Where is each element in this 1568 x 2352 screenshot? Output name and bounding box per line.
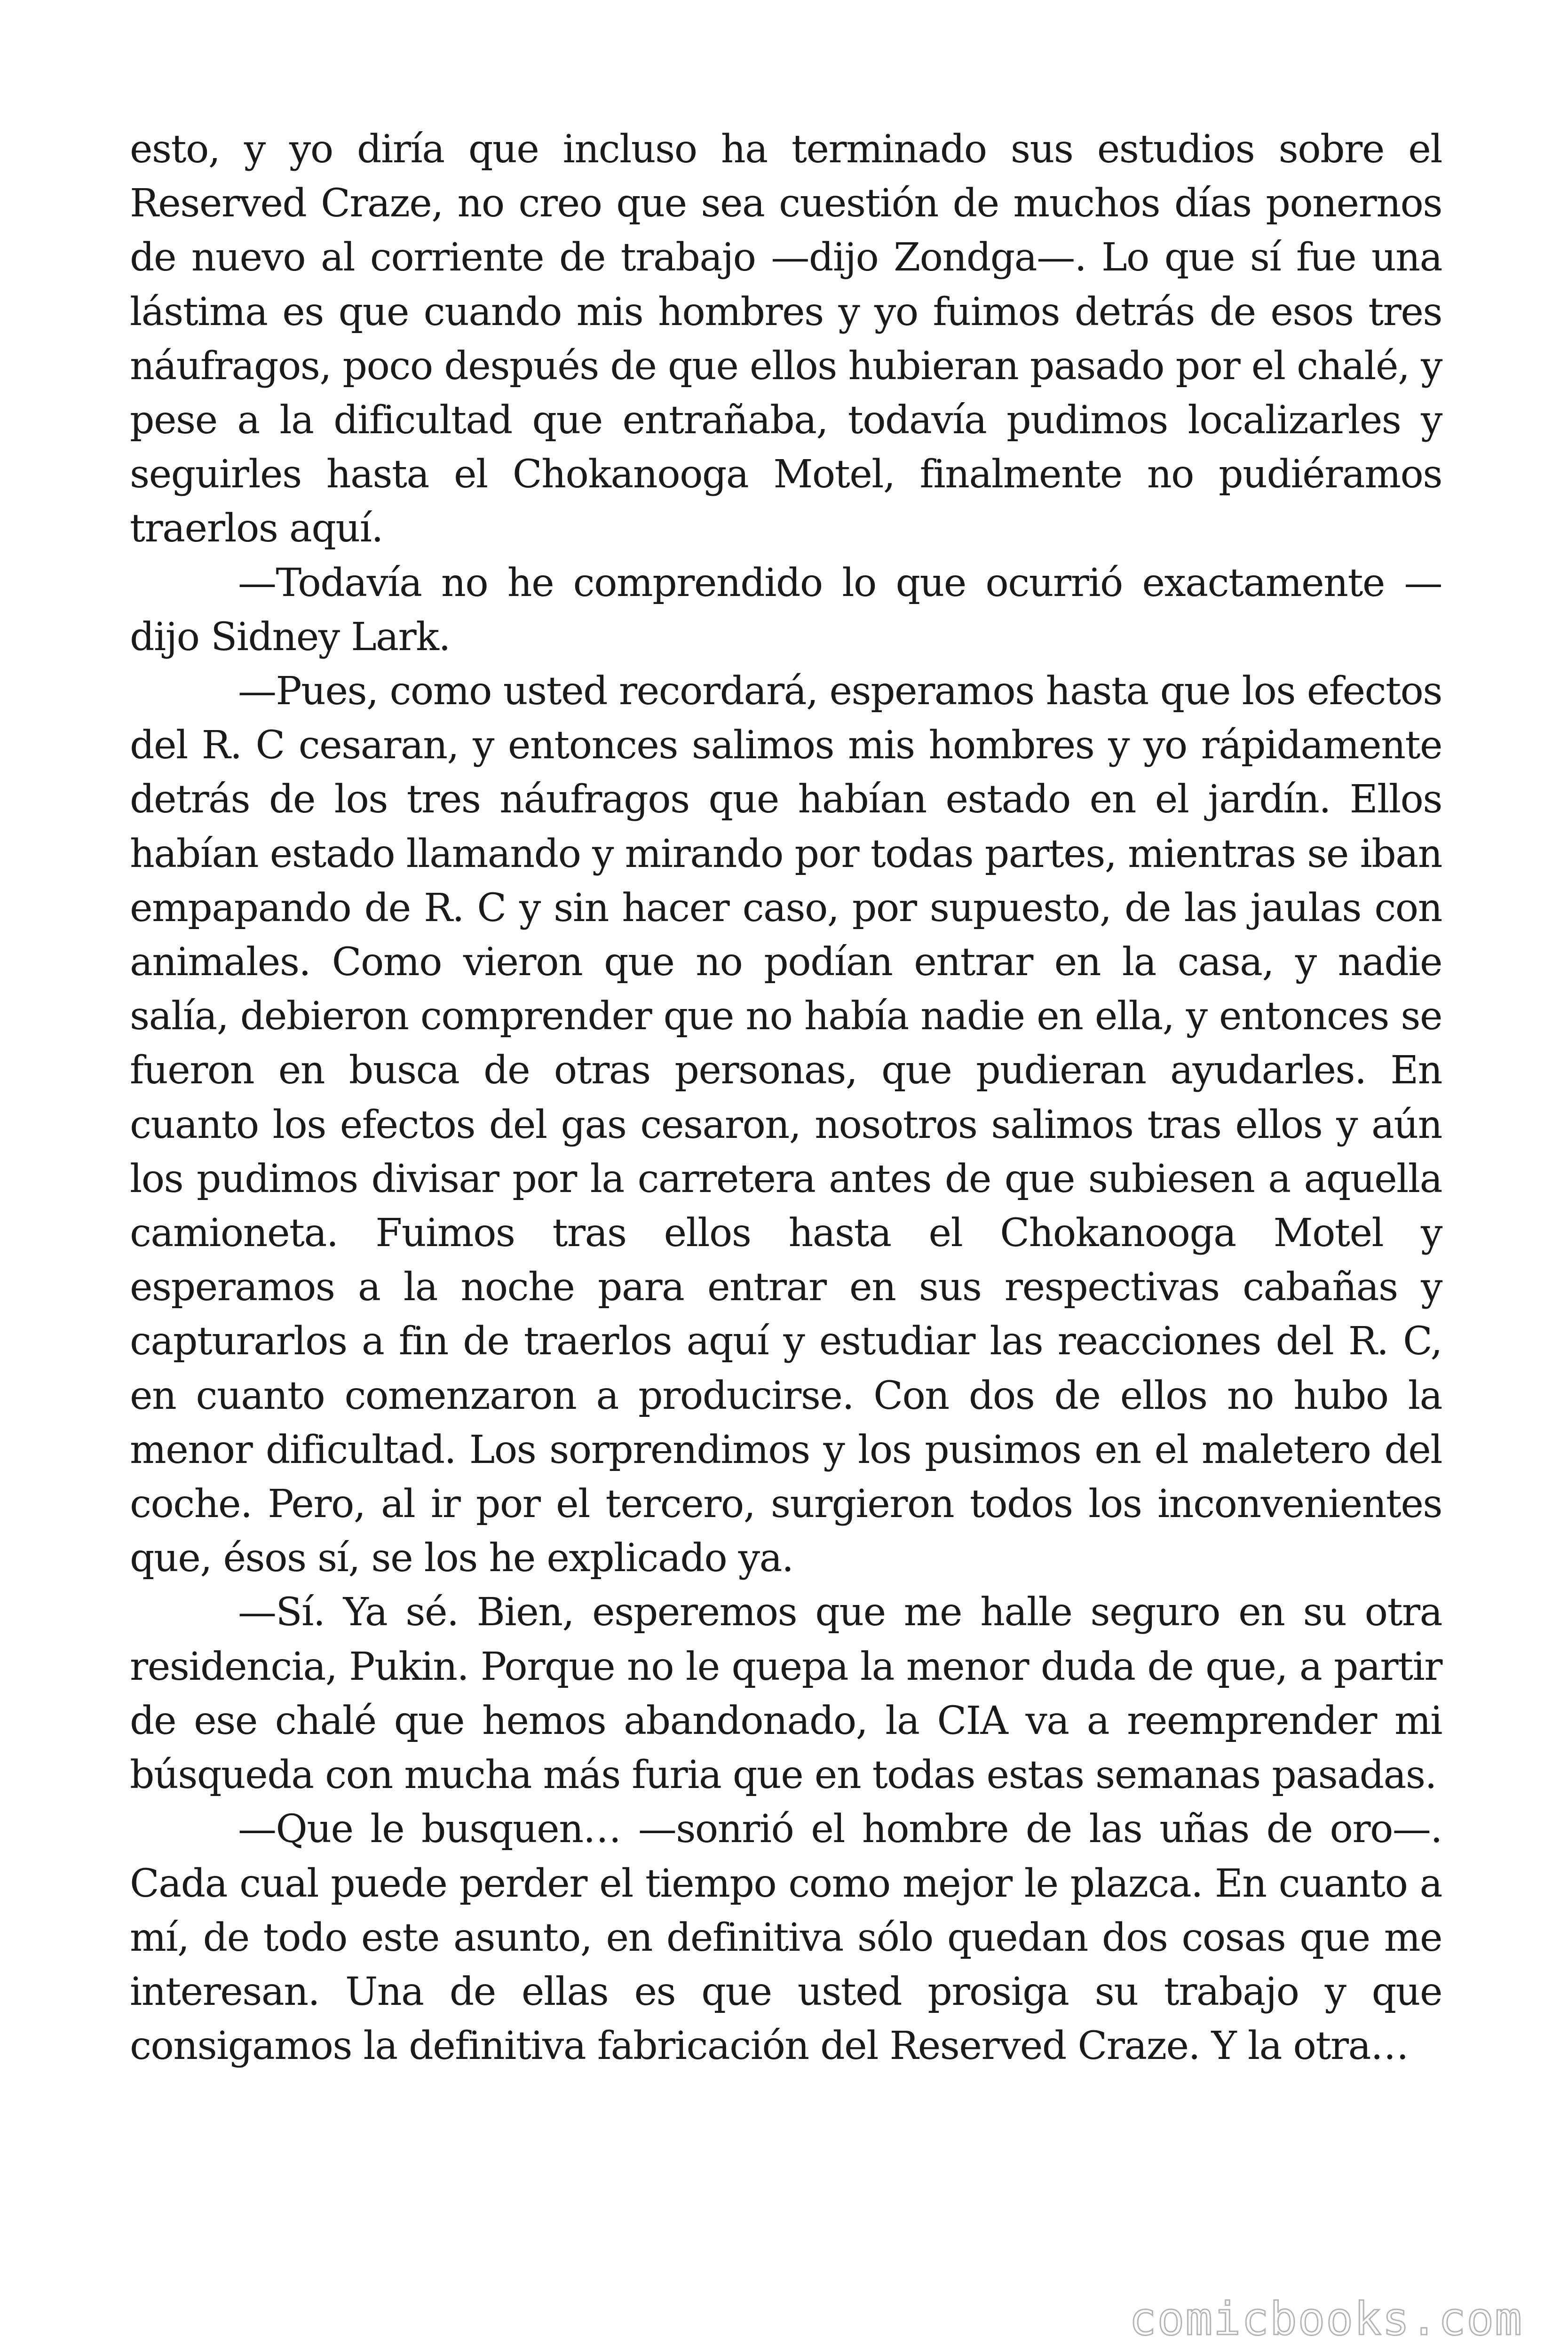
paragraph-1: esto, y yo diría que incluso ha terminado sus estudios sobre el Reserved Craze, no creo que sea cuestión de muchos días ponernos de nuevo al corriente de trabajo —dijo Zondga—. Lo que sí fue una lástima es que cuando mis hombres y yo fuimos detrás de esos tres náufragos, poco después de que ellos hubieran pasado por el chalé, y pese a la dificultad que entrañaba, todavía pudimos localizarles y seguirles hasta el Chokanooga Motel, finalmente no pudiéramos traerlos aquí. xyxy=(130,127,1442,551)
paragraph-3: —Pues, como usted recordará, esperamos hasta que los efectos del R. C cesaran, y entonces salimos mis hombres y yo rápidamente detrás de los tres náufragos que habían estado en el jardín. Ellos habían estado llamando y mirando por todas partes, mientras se iban empapando de R. C y sin hacer caso, por supuesto, de las jaulas con animales. Como vieron que no podían entrar en la casa, y nadie salía, debieron comprender que no había nadie en ella, y entonces se fueron en busca de otras personas, que pudieran ayudarles. En cuanto los efectos del gas cesaron, nosotros salimos tras ellos y aún los pudimos divisar por la carretera antes de que subiesen a aquella camioneta. Fuimos tras ellos hasta el Chokanooga Motel y esperamos a la noche para entrar en sus respectivas cabañas y capturarlos a fin de traerlos aquí y estudiar las reacciones del R. C, en cuanto comenzaron a producirse. Con dos de ellos no hubo la menor dificultad. Los sorprendimos y los pusimos en el maletero del coche. Pero, al ir por el tercero, surgieron todos los inconvenientes que, ésos sí, se los he explicado ya. xyxy=(130,669,1442,1581)
watermark: comicbooks.com xyxy=(1129,2293,1523,2345)
page-body xyxy=(130,122,1442,2073)
paragraph-5: —Que le busquen… —sonrió el hombre de las uñas de oro—. Cada cual puede perder el tiempo como mejor le plazca. En cuanto a mí, de todo este asunto, en definitiva sólo quedan dos cosas que me interesan. Una de ellas es que usted prosiga su trabajo y que consigamos la definitiva fabricación del Reserved Craze. Y la otra… xyxy=(130,1807,1442,2069)
paragraph-4: —Sí. Ya sé. Bien, esperemos que me halle seguro en su otra residencia, Pukin. Porque no le quepa la menor duda de que, a partir de ese chalé que hemos abandonado, la CIA va a reemprender mi búsqueda con mucha más furia que en todas estas semanas pasadas. xyxy=(130,1590,1442,1798)
paragraph-2: —Todavía no he comprendido lo que ocurrió exactamente —dijo Sidney Lark. xyxy=(130,560,1442,660)
